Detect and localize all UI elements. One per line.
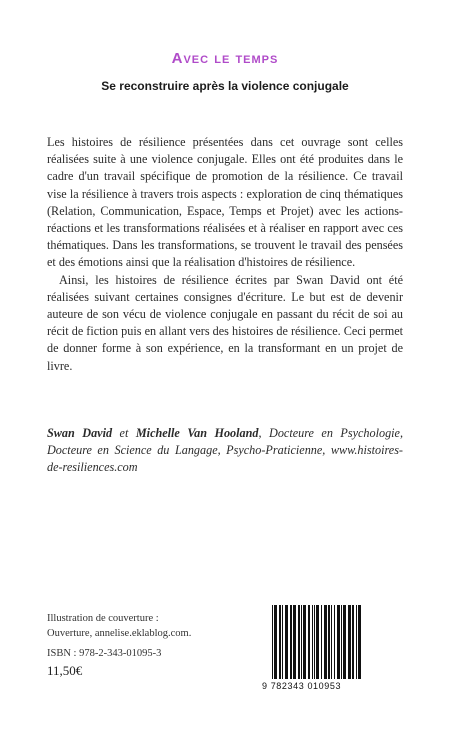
barcode-bar bbox=[272, 605, 273, 679]
back-cover-summary bbox=[47, 134, 403, 375]
author-credits bbox=[47, 425, 403, 477]
barcode-digits: 9 782343 010953 bbox=[262, 681, 342, 691]
barcode-bar bbox=[328, 605, 330, 679]
barcode-bar bbox=[356, 605, 357, 679]
summary-paragraph-1: Les histoires de résilience présentées dans cet ouvrage sont celles réalisées suite à une violence conjugale. Elles ont été produites dans le cadre d'un travail spécifique de promotion de la résilience. Ce travail vise la résilience à travers trois aspects : exploration de cinq thématiques (Relation, Communication, Espace, Temps et Projet) avec les actions-réactions et les transformations réalisées et à réaliser en rapport avec ces thématiques. Dans les transformations, se trouvent le travail des pensées et des émotions ainsi que la réalisation d'histoires de résilience. bbox=[47, 135, 403, 270]
barcode-bar bbox=[298, 605, 300, 679]
author-details: , Docteure en Psychologie, Docteure en Science du Langage, Psycho-Praticienne, www.histoires-de-resiliences.com bbox=[47, 426, 404, 475]
barcode-bar bbox=[293, 605, 296, 679]
barcode-bar bbox=[358, 605, 361, 679]
isbn: ISBN : 978-2-343-01095-3 bbox=[47, 648, 162, 659]
book-title: Avec le temps bbox=[171, 50, 279, 67]
author-conjunction: et bbox=[112, 426, 136, 440]
barcode-bar bbox=[321, 605, 322, 679]
barcode-bar bbox=[348, 605, 351, 679]
barcode-bar bbox=[282, 605, 283, 679]
barcode-bar bbox=[274, 605, 277, 679]
barcode-bar bbox=[352, 605, 354, 679]
barcode-bars bbox=[264, 603, 406, 681]
illustration-label: Illustration de couverture : bbox=[47, 613, 159, 624]
barcode-bar bbox=[290, 605, 292, 679]
barcode-bar bbox=[312, 605, 313, 679]
barcode-bar bbox=[337, 605, 340, 679]
barcode-bar bbox=[341, 605, 342, 679]
author-name-1: Swan David bbox=[47, 426, 113, 440]
barcode-bar bbox=[324, 605, 327, 679]
barcode-bar bbox=[314, 605, 315, 679]
barcode-bar bbox=[316, 605, 319, 679]
barcode-bar bbox=[343, 605, 346, 679]
barcode-bar bbox=[303, 605, 306, 679]
barcode-bar bbox=[301, 605, 302, 679]
illustration-credit bbox=[47, 612, 267, 641]
summary-paragraph-2: Ainsi, les histoires de résilience écrites par Swan David ont été réalisées suivant certaines consignes d'écriture. Le but est de devenir auteure de son vécu de violence conjugale en passant du récit de soi au récit de fiction puis en allant vers des histoires de résilience. Ceci permet de donner forme à son expérience, en la transformant en un projet de livre. bbox=[47, 272, 403, 373]
barcode-bar bbox=[285, 605, 288, 679]
barcode-bar bbox=[334, 605, 335, 679]
illustration-source: Ouverture, annelise.eklablog.com. bbox=[47, 627, 192, 639]
barcode-bar bbox=[279, 605, 281, 679]
author-name-2: Michelle Van Hooland bbox=[135, 426, 259, 440]
barcode-bar bbox=[308, 605, 310, 679]
barcode-bar bbox=[331, 605, 332, 679]
book-subtitle: Se reconstruire après la violence conjugale bbox=[101, 79, 349, 93]
price: 11,50€ bbox=[47, 663, 83, 678]
